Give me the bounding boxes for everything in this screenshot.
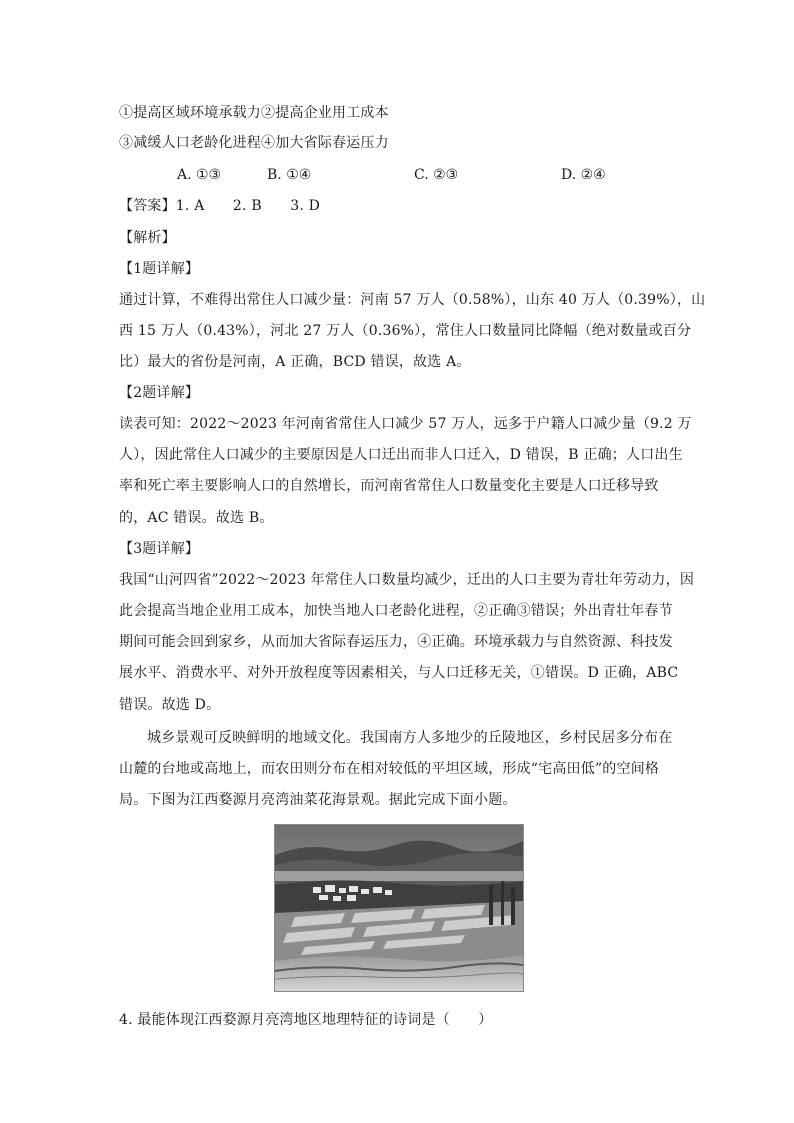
q2-text-2: 人），因此常住人口减少的主要原因是人口迁出而非人口迁入，D 错误，B 正确；人口出生 — [119, 447, 683, 463]
choice-statements-2: ③减缓人口老龄化进程④加大省际春运压力 — [119, 135, 389, 151]
q2-text-3: 率和死亡率主要影响人口的自然增长，而河南省常住人口数量变化主要是人口迁移导致 — [119, 478, 659, 494]
landscape-photo-graphic — [275, 825, 523, 991]
passage-text-3: 局。下图为江西婺源月亮湾油菜花海景观。据此完成下面小题。 — [119, 792, 517, 808]
q1-text-3: 比）最大的省份是河南，A 正确，BCD 错误，故选 A。 — [119, 354, 471, 370]
answer-line: 【答案】1. A 2. B 3. D — [119, 198, 321, 214]
q2-text-4: 的，AC 错误。故选 B。 — [119, 510, 274, 526]
q3-text-2: 此会提高当地企业用工成本，加快当地人口老龄化进程，②正确③错误；外出青壮年春节 — [119, 603, 673, 619]
option-c: C. ②③ — [414, 167, 459, 183]
question-4: 4. 最能体现江西婺源月亮湾地区地理特征的诗词是（ ） — [119, 1012, 493, 1028]
q1-text-2: 西 15 万人（0.43%），河北 27 万人（0.36%），常住人口数量同比降幅（绝对数量或百分 — [119, 323, 692, 339]
option-d: D. ②④ — [561, 167, 606, 183]
q2-text-1: 读表可知：2022～2023 年河南省常住人口减少 57 万人，远多于户籍人口减少量（9.2 万 — [119, 416, 692, 432]
passage-text-1: 城乡景观可反映鲜明的地域文化。我国南方人多地少的丘陵地区，乡村民居多分布在 — [147, 730, 673, 746]
q3-text-1: 我国“山河四省”2022～2023 年常住人口数量均减少，迁出的人口主要为青壮年劳动力，因 — [119, 572, 695, 588]
passage-text-2: 山麓的台地或高地上，而农田则分布在相对较低的平坦区域，形成“宅高田低”的空间格 — [119, 761, 660, 777]
option-b: B. ①④ — [267, 167, 312, 183]
q3-heading: 【3题详解】 — [119, 541, 200, 557]
q1-heading: 【1题详解】 — [119, 261, 200, 277]
q3-text-3: 期间可能会回到家乡，从而加大省际春运压力，④正确。环境承载力与自然资源、科技发 — [119, 634, 673, 650]
q2-heading: 【2题详解】 — [119, 385, 200, 401]
q3-text-5: 错误。故选 D。 — [119, 697, 221, 713]
q1-text-1: 通过计算，不难得出常住人口减少量：河南 57 万人（0.58%），山东 40 万人（0.39%），山 — [119, 292, 706, 308]
choice-statements-1: ①提高区域环境承载力②提高企业用工成本 — [119, 105, 389, 121]
landscape-photo — [274, 824, 524, 992]
option-a: A. ①③ — [177, 167, 222, 183]
q3-text-4: 展水平、消费水平、对外开放程度等因素相关，与人口迁移无关，①错误。D 正确，ABC — [119, 665, 679, 681]
analysis-heading: 【解析】 — [119, 230, 176, 246]
